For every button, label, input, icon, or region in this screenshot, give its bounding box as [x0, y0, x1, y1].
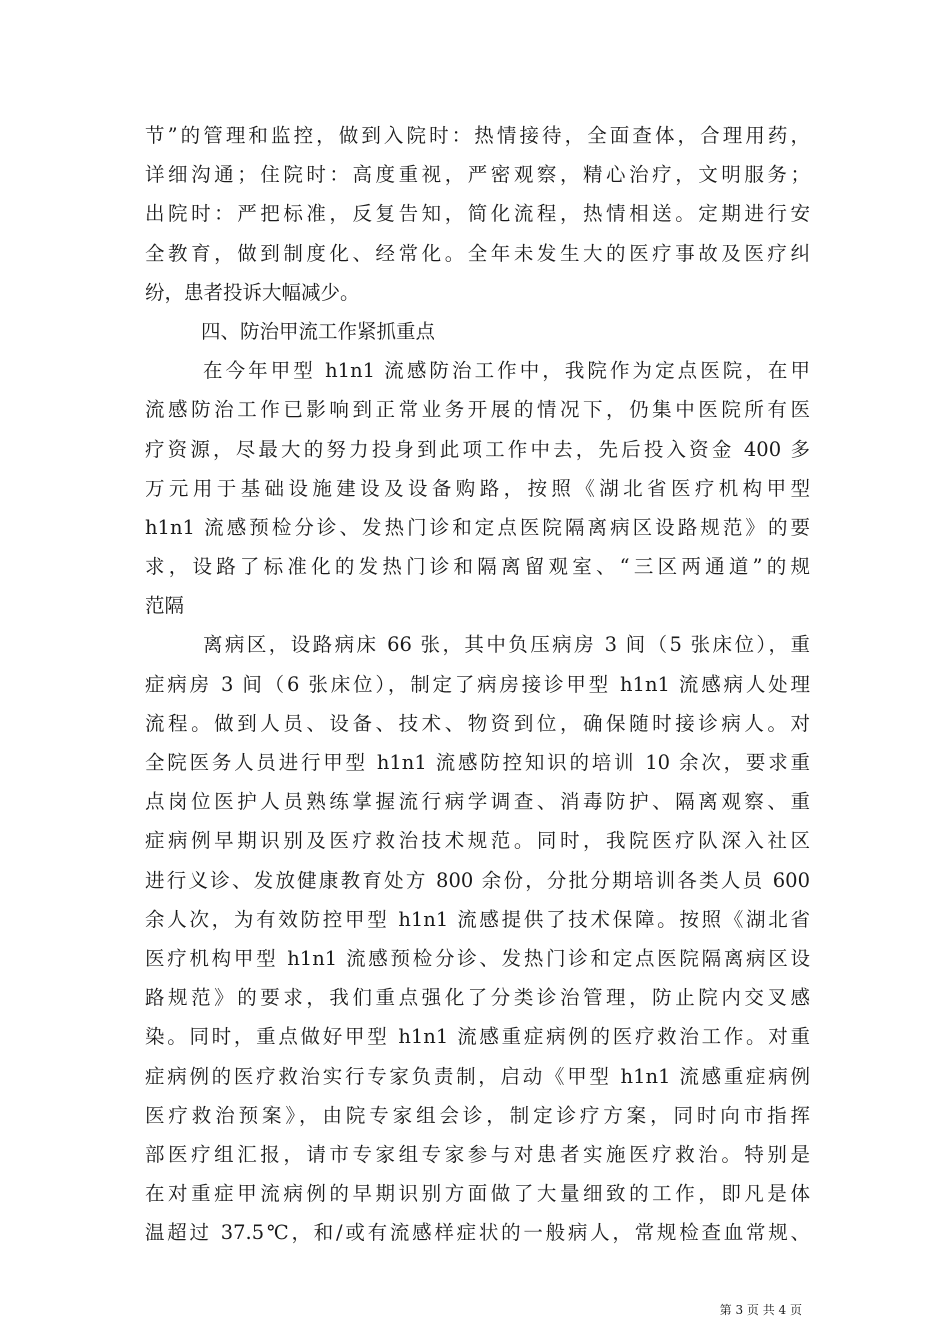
section-heading: 四、防治甲流工作紧抓重点: [201, 319, 436, 343]
text-line: 部医疗组汇报，请市专家组专家参与对患者实施医疗救治。特别是: [145, 1142, 810, 1166]
text-line: 在今年甲型 h1n1 流感防治工作中，我院作为定点医院，在甲: [203, 359, 810, 383]
text-line: 症病房 3 间（6 张床位），制定了病房接诊甲型 h1n1 流感病人处理: [145, 672, 810, 696]
text-line: 万元用于基础设施建设及设备购路，按照《湖北省医疗机构甲型: [145, 476, 810, 500]
text-line: 离病区，设路病床 66 张，其中负压病房 3 间（5 张床位），重: [203, 633, 810, 657]
text-line: 路规范》的要求，我们重点强化了分类诊治管理，防止院内交叉感: [145, 986, 810, 1010]
text-line: 点岗位医护人员熟练掌握流行病学调查、消毒防护、隔离观察、重: [145, 790, 810, 814]
body-text: [145, 116, 810, 1252]
text-line: 进行义诊、发放健康教育处方 800 余份，分批分期培训各类人员 600: [145, 868, 810, 892]
text-line: 医疗机构甲型 h1n1 流感预检分诊、发热门诊和定点医院隔离病区设: [145, 946, 810, 970]
text-line: 求，设路了标准化的发热门诊和隔离留观室、“三区两通道”的规: [145, 555, 810, 579]
text-line: 纷，患者投诉大幅减少。: [145, 280, 360, 304]
text-line: 流程。做到人员、设备、技术、物资到位，确保随时接诊病人。对: [145, 711, 810, 735]
text-line: 节”的管理和监控，做到入院时：热情接待，全面查体，合理用药，: [145, 124, 810, 147]
text-line: 详细沟通；住院时：高度重视，严密观察，精心治疗，文明服务；: [145, 163, 810, 187]
text-line: h1n1 流感预检分诊、发热门诊和定点医院隔离病区设路规范》的要: [145, 515, 810, 539]
text-line: 流感防治工作已影响到正常业务开展的情况下，仍集中医院所有医: [145, 398, 810, 422]
text-line: 症病例早期识别及医疗救治技术规范。同时，我院医疗队深入社区: [145, 829, 810, 853]
text-line: 全院医务人员进行甲型 h1n1 流感防控知识的培训 10 余次，要求重: [145, 751, 810, 774]
page-number-footer: 第 3 页 共 4 页: [719, 1303, 802, 1317]
text-line: 症病例的医疗救治实行专家负责制，启动《甲型 h1n1 流感重症病例: [145, 1064, 810, 1088]
text-line: 范隔: [145, 594, 185, 618]
text-line: 出院时：严把标准，反复告知，简化流程，热情相送。定期进行安: [145, 202, 810, 226]
text-line: 医疗救治预案》，由院专家组会诊，制定诊疗方案，同时向市指挥: [145, 1103, 810, 1127]
text-line: 全教育，做到制度化、经常化。全年未发生大的医疗事故及医疗纠: [145, 241, 810, 265]
text-line: 在对重症甲流病例的早期识别方面做了大量细致的工作，即凡是体: [145, 1182, 810, 1206]
text-line: 疗资源，尽最大的努力投身到此项工作中去，先后投入资金 400 多: [145, 437, 810, 461]
text-line: 余人次，为有效防控甲型 h1n1 流感提供了技术保障。按照《湖北省: [145, 907, 810, 931]
text-line: 染。同时，重点做好甲型 h1n1 流感重症病例的医疗救治工作。对重: [145, 1025, 810, 1049]
text-line: 温超过 37.5℃，和/或有流感样症状的一般病人，常规检查血常规、: [145, 1221, 810, 1245]
